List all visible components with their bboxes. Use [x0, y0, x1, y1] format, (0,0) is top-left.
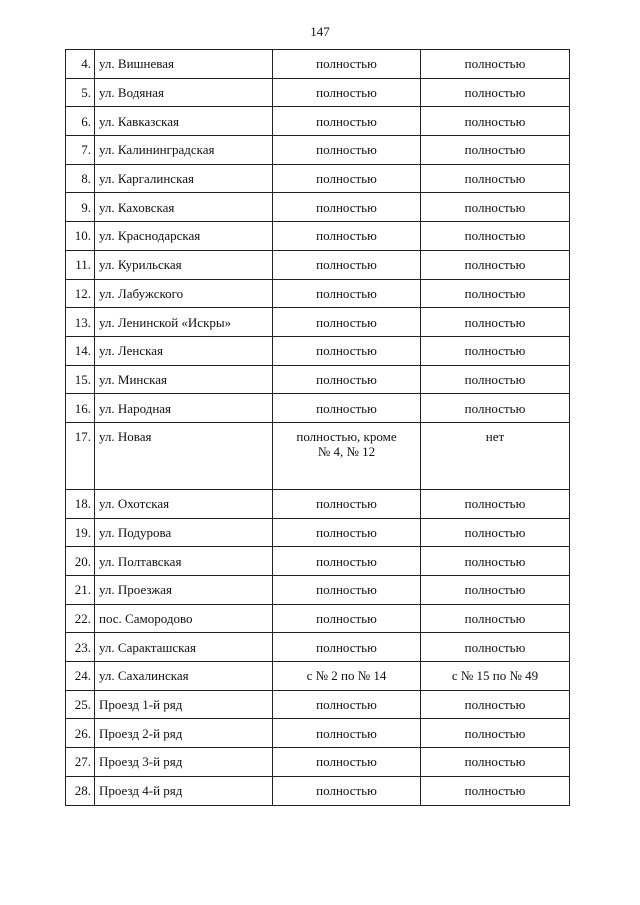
table-row [66, 604, 570, 633]
coverage-cell-a: полностью [273, 107, 421, 136]
row-number: 28. [66, 776, 95, 805]
coverage-cell-b: полностью [421, 394, 570, 423]
coverage-cell-b: полностью [421, 50, 570, 79]
table-row [66, 518, 570, 547]
street-name: Проезд 2-й ряд [95, 719, 273, 748]
table-row [66, 719, 570, 748]
table-row [66, 547, 570, 576]
coverage-cell-a: полностью [273, 690, 421, 719]
table-row [66, 748, 570, 777]
street-name: ул. Каргалинская [95, 164, 273, 193]
row-number: 5. [66, 78, 95, 107]
table-row [66, 222, 570, 251]
table-row [66, 279, 570, 308]
coverage-line-2: № 4, № 12 [317, 443, 376, 459]
street-name: ул. Новая [95, 422, 273, 489]
coverage-cell-b: полностью [421, 518, 570, 547]
table-row [66, 308, 570, 337]
coverage-cell-a: полностью [273, 576, 421, 605]
table-row [66, 107, 570, 136]
table-row [66, 250, 570, 279]
row-number: 25. [66, 690, 95, 719]
coverage-cell-b: полностью [421, 748, 570, 777]
street-name: ул. Краснодарская [95, 222, 273, 251]
coverage-cell-b: полностью [421, 547, 570, 576]
row-number: 18. [66, 489, 95, 518]
coverage-cell-a: полностью [273, 518, 421, 547]
coverage-cell-a: полностью [273, 193, 421, 222]
coverage-cell-b: полностью [421, 136, 570, 165]
street-name: ул. Ленская [95, 336, 273, 365]
coverage-cell-a: полностью [273, 222, 421, 251]
coverage-cell-a: полностью [273, 633, 421, 662]
row-number: 19. [66, 518, 95, 547]
coverage-line-1: полностью, кроме [296, 428, 397, 444]
streets-table [65, 49, 570, 806]
row-number: 16. [66, 394, 95, 423]
coverage-cell-a: полностью [273, 279, 421, 308]
coverage-cell-a: с № 2 по № 14 [273, 662, 421, 691]
row-number: 26. [66, 719, 95, 748]
table-row [66, 78, 570, 107]
coverage-cell-b: полностью [421, 279, 570, 308]
page-number: 147 [310, 24, 330, 39]
street-name: ул. Полтавская [95, 547, 273, 576]
coverage-cell-a: полностью [273, 250, 421, 279]
street-name: Проезд 1-й ряд [95, 690, 273, 719]
row-number: 13. [66, 308, 95, 337]
coverage-cell-b: полностью [421, 336, 570, 365]
street-name: ул. Каховская [95, 193, 273, 222]
row-number: 8. [66, 164, 95, 193]
table-row [66, 193, 570, 222]
coverage-cell-a: полностью [273, 50, 421, 79]
street-name: ул. Водяная [95, 78, 273, 107]
coverage-cell-a: полностью [273, 776, 421, 805]
row-number: 20. [66, 547, 95, 576]
street-name: ул. Вишневая [95, 50, 273, 79]
table-row [66, 690, 570, 719]
row-number: 12. [66, 279, 95, 308]
coverage-cell-b: полностью [421, 576, 570, 605]
street-name: ул. Подурова [95, 518, 273, 547]
street-name: пос. Самородово [95, 604, 273, 633]
street-name: ул. Курильская [95, 250, 273, 279]
row-number: 17. [66, 422, 95, 489]
street-name: ул. Минская [95, 365, 273, 394]
row-number: 7. [66, 136, 95, 165]
row-number: 22. [66, 604, 95, 633]
row-number: 23. [66, 633, 95, 662]
coverage-cell-b: полностью [421, 633, 570, 662]
coverage-cell-b: полностью [421, 776, 570, 805]
table-row [66, 776, 570, 805]
row-number: 10. [66, 222, 95, 251]
row-number: 24. [66, 662, 95, 691]
coverage-cell-b: полностью [421, 78, 570, 107]
table-row [66, 662, 570, 691]
table-row [66, 633, 570, 662]
coverage-cell-a: полностью [273, 489, 421, 518]
street-name: ул. Народная [95, 394, 273, 423]
coverage-cell-b: полностью [421, 164, 570, 193]
table-row [66, 576, 570, 605]
street-name: Проезд 3-й ряд [95, 748, 273, 777]
table-row [66, 336, 570, 365]
street-name: ул. Калининградская [95, 136, 273, 165]
table-row [66, 164, 570, 193]
street-name: ул. Ленинской «Искры» [95, 308, 273, 337]
coverage-cell-a: полностью [273, 336, 421, 365]
street-name: Проезд 4-й ряд [95, 776, 273, 805]
coverage-cell-b: полностью [421, 193, 570, 222]
street-name: ул. Саракташская [95, 633, 273, 662]
coverage-cell-b: нет [421, 422, 570, 489]
street-name: ул. Охотская [95, 489, 273, 518]
coverage-cell-b: полностью [421, 250, 570, 279]
street-name: ул. Проезжая [95, 576, 273, 605]
coverage-cell-b: полностью [421, 719, 570, 748]
coverage-cell-b: полностью [421, 690, 570, 719]
coverage-cell-a: полностью [273, 748, 421, 777]
row-number: 14. [66, 336, 95, 365]
table-row [66, 50, 570, 79]
coverage-cell-a: полностью [273, 394, 421, 423]
coverage-cell-b: полностью [421, 604, 570, 633]
row-number: 6. [66, 107, 95, 136]
row-number: 9. [66, 193, 95, 222]
coverage-cell-a: полностью [273, 164, 421, 193]
row-number: 4. [66, 50, 95, 79]
row-number: 11. [66, 250, 95, 279]
coverage-cell-b: полностью [421, 107, 570, 136]
coverage-cell-b: полностью [421, 489, 570, 518]
coverage-cell-b: с № 15 по № 49 [421, 662, 570, 691]
street-name: ул. Кавказская [95, 107, 273, 136]
coverage-cell-a: полностью [273, 136, 421, 165]
coverage-cell-b: полностью [421, 222, 570, 251]
table-row [66, 489, 570, 518]
coverage-cell-a: полностью [273, 547, 421, 576]
coverage-cell-a [273, 422, 421, 489]
coverage-cell-b: полностью [421, 365, 570, 394]
coverage-cell-a: полностью [273, 719, 421, 748]
street-name: ул. Лабужского [95, 279, 273, 308]
table-row [66, 422, 570, 489]
street-name: ул. Сахалинская [95, 662, 273, 691]
coverage-cell-a: полностью [273, 78, 421, 107]
row-number: 27. [66, 748, 95, 777]
table-row [66, 365, 570, 394]
coverage-cell-a: полностью [273, 604, 421, 633]
table-row [66, 136, 570, 165]
table-row [66, 394, 570, 423]
coverage-cell-b: полностью [421, 308, 570, 337]
coverage-cell-a: полностью [273, 365, 421, 394]
row-number: 21. [66, 576, 95, 605]
coverage-cell-a: полностью [273, 308, 421, 337]
row-number: 15. [66, 365, 95, 394]
